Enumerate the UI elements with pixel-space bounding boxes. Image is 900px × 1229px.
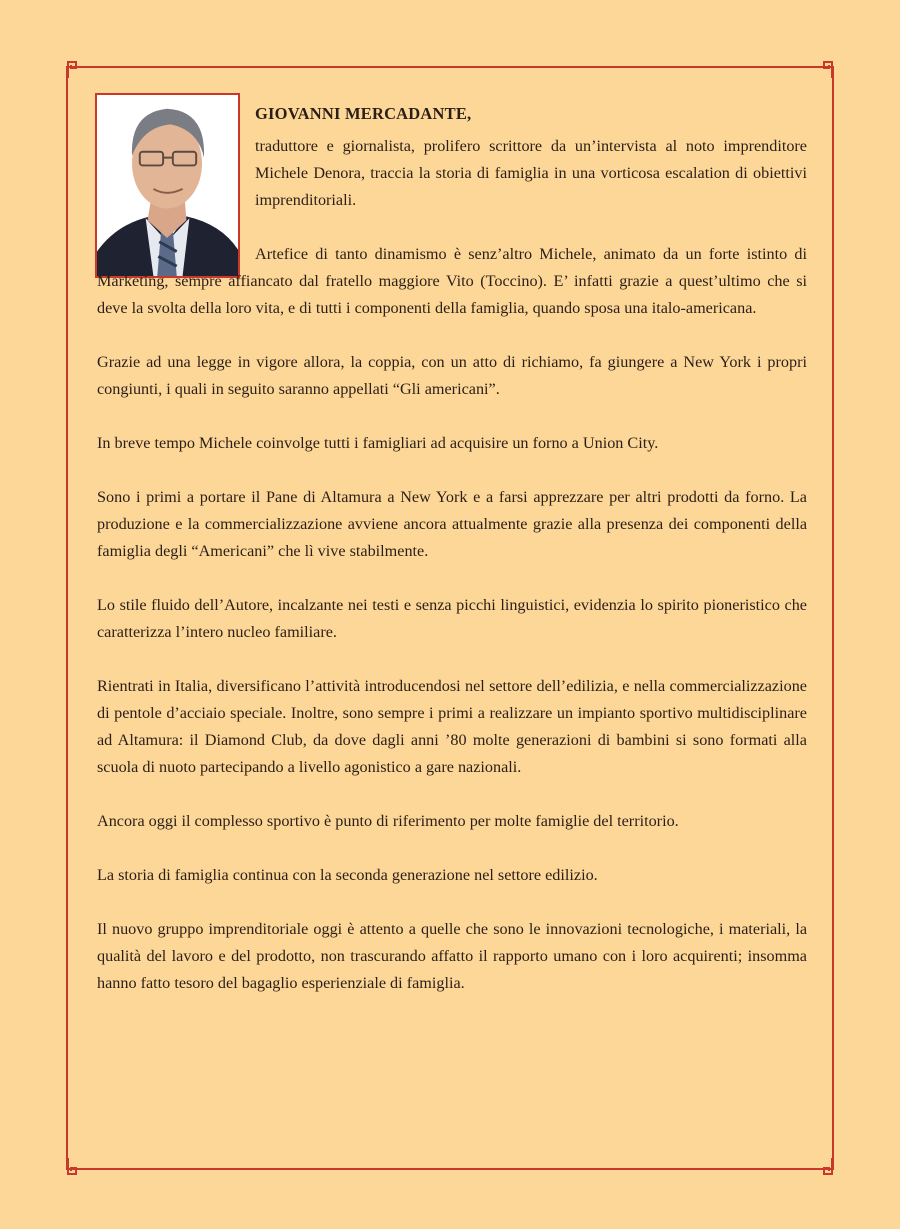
paragraph: Rientrati in Italia, diversificano l’attività introducendosi nel settore dell’edilizia, e nella commercializzazione di pentole d’acciaio speciale. Inoltre, sono sempre i primi a realizzare un impianto sportivo multidisciplinare ad Altamura: il Diamond Club, da dove dagli anni ’80 molte generazioni di bambini si sono formati alla scuola di nuoto partecipando a livello agonistico a gare nazionali. — [97, 677, 807, 776]
paragraph: Ancora oggi il complesso sportivo è punto di riferimento per molte famiglie del territorio. — [97, 812, 679, 830]
author-name: GIOVANNI MERCADANTE, — [255, 104, 472, 123]
paragraph: Grazie ad una legge in vigore allora, la coppia, con un atto di richiamo, fa giungere a New York i propri congiunti, i quali in seguito saranno appellati “Gli americani”. — [97, 353, 807, 398]
paragraph: Lo stile fluido dell’Autore, incalzante nei testi e senza picchi linguistici, evidenzia lo spirito pioneristico che caratterizza l’intero nucleo familiare. — [97, 596, 807, 641]
author-intro-paragraph — [255, 100, 807, 214]
paragraph-text: traduttore e giornalista, prolifero scrittore da un’intervista al noto imprenditore Michele Denora, traccia la storia di famiglia in una vorticosa escalation di obiettivi imprenditoriali. — [255, 137, 807, 209]
paragraph: La storia di famiglia continua con la seconda generazione nel settore edilizio. — [97, 866, 598, 884]
paragraph: In breve tempo Michele coinvolge tutti i famigliari ad acquisire un forno a Union City. — [97, 434, 659, 452]
paragraph: Artefice di tanto dinamismo è senz’altro Michele, animato da un forte istinto di Marketing, sempre affiancato dal fratello maggiore Vito (Toccino). E’ infatti grazie a quest’ultimo che si deve la svolta della loro vita, e di tutti i componenti della famiglia, quando sposa una italo-americana. — [97, 245, 807, 317]
paragraph: Sono i primi a portare il Pane di Altamura a New York e a farsi apprezzare per altri prodotti da forno. La produzione e la commercializzazione avviene ancora attualmente grazie alla presenza dei componenti della famiglia degli “Americani” che lì vive stabilmente. — [97, 488, 807, 560]
frame-corner-ornament-icon — [58, 1158, 78, 1178]
frame-corner-ornament-icon — [58, 58, 78, 78]
frame-corner-ornament-icon — [822, 58, 842, 78]
frame-corner-ornament-icon — [822, 1158, 842, 1178]
paragraph: Il nuovo gruppo imprenditoriale oggi è attento a quelle che sono le innovazioni tecnologiche, i materiali, la qualità del lavoro e del prodotto, non trascurando affatto il rapporto umano con i loro acquirenti; insomma hanno fatto tesoro del bagaglio esperienziale di famiglia. — [97, 920, 807, 992]
text-body — [97, 100, 807, 1024]
